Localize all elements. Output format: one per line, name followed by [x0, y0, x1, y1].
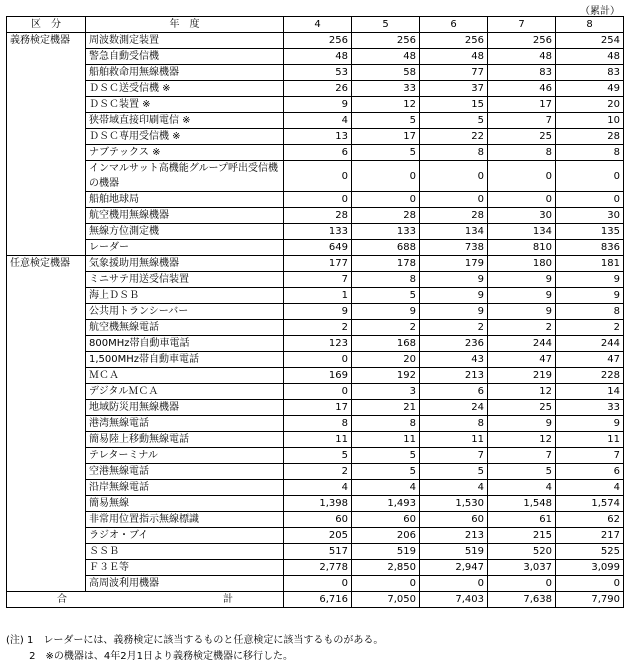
table-row [7, 192, 624, 208]
value-cell: 11 [556, 432, 624, 448]
item-label: 1,500MHz帯自動車電話 [86, 352, 284, 368]
item-label: Ｆ３Ｅ等 [86, 560, 284, 576]
total-label-right: 計 [223, 594, 233, 605]
value-cell: 178 [352, 256, 420, 272]
value-cell: 0 [488, 161, 556, 192]
total-value: 7,790 [556, 592, 624, 608]
value-cell: 2 [420, 320, 488, 336]
item-label: 船舶救命用無線機器 [86, 65, 284, 81]
item-label: 非常用位置指示無線標識 [86, 512, 284, 528]
table-row [7, 208, 624, 224]
total-value: 7,638 [488, 592, 556, 608]
value-cell: 20 [352, 352, 420, 368]
value-cell: 8 [420, 145, 488, 161]
value-cell: 133 [352, 224, 420, 240]
table-row [7, 145, 624, 161]
table-row [7, 224, 624, 240]
value-cell: 22 [420, 129, 488, 145]
item-label: 無線方位測定機 [86, 224, 284, 240]
value-cell: 12 [488, 384, 556, 400]
value-cell: 1,530 [420, 496, 488, 512]
value-cell: 4 [284, 113, 352, 129]
item-label: 公共用トランシーバー [86, 304, 284, 320]
total-row [7, 592, 624, 608]
table-row [7, 33, 624, 49]
value-cell: 4 [352, 480, 420, 496]
total-value: 6,716 [284, 592, 352, 608]
item-label: 800MHz帯自動車電話 [86, 336, 284, 352]
value-cell: 30 [556, 208, 624, 224]
value-cell: 256 [420, 33, 488, 49]
value-cell: 213 [420, 368, 488, 384]
header-category: 区 分 [7, 17, 86, 33]
value-cell: 2,850 [352, 560, 420, 576]
value-cell: 520 [488, 544, 556, 560]
table-row [7, 320, 624, 336]
value-cell: 525 [556, 544, 624, 560]
item-label: 周波数測定装置 [86, 33, 284, 49]
value-cell: 5 [352, 464, 420, 480]
value-cell: 5 [284, 448, 352, 464]
value-cell: 8 [556, 304, 624, 320]
value-cell: 7 [556, 448, 624, 464]
value-cell: 60 [352, 512, 420, 528]
value-cell: 15 [420, 97, 488, 113]
value-cell: 5 [420, 464, 488, 480]
value-cell: 3,099 [556, 560, 624, 576]
value-cell: 179 [420, 256, 488, 272]
value-cell: 4 [420, 480, 488, 496]
value-cell: 0 [284, 576, 352, 592]
item-label: 高周波利用機器 [86, 576, 284, 592]
value-cell: 62 [556, 512, 624, 528]
value-cell: 1,493 [352, 496, 420, 512]
category-cell: 任意検定機器 [7, 256, 86, 592]
footnotes [6, 633, 383, 665]
value-cell: 48 [488, 49, 556, 65]
value-cell: 20 [556, 97, 624, 113]
value-cell: 8 [284, 416, 352, 432]
table-row [7, 304, 624, 320]
value-cell: 9 [556, 272, 624, 288]
value-cell: 254 [556, 33, 624, 49]
value-cell: 4 [488, 480, 556, 496]
item-label: ＭＣＡ [86, 368, 284, 384]
value-cell: 1,398 [284, 496, 352, 512]
item-label: 航空機無線電話 [86, 320, 284, 336]
table-row [7, 400, 624, 416]
value-cell: 2 [284, 320, 352, 336]
value-cell: 49 [556, 81, 624, 97]
item-label: 港湾無線電話 [86, 416, 284, 432]
table-row [7, 240, 624, 256]
value-cell: 256 [352, 33, 420, 49]
item-label: ＤＳＣ専用受信機 ※ [86, 129, 284, 145]
value-cell: 9 [284, 304, 352, 320]
value-cell: 688 [352, 240, 420, 256]
value-cell: 8 [352, 272, 420, 288]
value-cell: 25 [488, 129, 556, 145]
value-cell: 47 [488, 352, 556, 368]
value-cell: 53 [284, 65, 352, 81]
unit-label: （累計） [580, 6, 620, 17]
value-cell: 180 [488, 256, 556, 272]
value-cell: 215 [488, 528, 556, 544]
table-row [7, 65, 624, 81]
table-row [7, 256, 624, 272]
table-row [7, 384, 624, 400]
value-cell: 12 [352, 97, 420, 113]
value-cell: 33 [352, 81, 420, 97]
value-cell: 0 [556, 192, 624, 208]
value-cell: 9 [556, 288, 624, 304]
value-cell: 83 [556, 65, 624, 81]
value-cell: 9 [488, 304, 556, 320]
value-cell: 3 [352, 384, 420, 400]
table-row [7, 97, 624, 113]
value-cell: 217 [556, 528, 624, 544]
value-cell: 28 [420, 208, 488, 224]
table-row [7, 544, 624, 560]
total-value: 7,403 [420, 592, 488, 608]
value-cell: 123 [284, 336, 352, 352]
item-label: 気象援助用無線機器 [86, 256, 284, 272]
value-cell: 2,947 [420, 560, 488, 576]
value-cell: 9 [420, 272, 488, 288]
value-cell: 8 [352, 416, 420, 432]
table-row [7, 288, 624, 304]
value-cell: 0 [352, 576, 420, 592]
value-cell: 836 [556, 240, 624, 256]
value-cell: 0 [488, 576, 556, 592]
item-label: ラジオ・ブイ [86, 528, 284, 544]
value-cell: 0 [420, 161, 488, 192]
value-cell: 17 [284, 400, 352, 416]
header-year-col: 8 [556, 17, 624, 33]
value-cell: 5 [352, 448, 420, 464]
value-cell: 7 [488, 448, 556, 464]
item-label: 狭帯域直接印刷電信 ※ [86, 113, 284, 129]
value-cell: 48 [352, 49, 420, 65]
value-cell: 17 [488, 97, 556, 113]
value-cell: 244 [488, 336, 556, 352]
value-cell: 9 [284, 97, 352, 113]
table-row [7, 464, 624, 480]
header-row [7, 17, 624, 33]
value-cell: 17 [352, 129, 420, 145]
value-cell: 0 [284, 384, 352, 400]
footnote-1: (注) 1 レーダーには、義務検定に該当するものと任意検定に該当するものがある。 [6, 635, 384, 646]
value-cell: 25 [488, 400, 556, 416]
value-cell: 517 [284, 544, 352, 560]
value-cell: 43 [420, 352, 488, 368]
value-cell: 26 [284, 81, 352, 97]
value-cell: 2 [352, 320, 420, 336]
value-cell: 0 [284, 192, 352, 208]
value-cell: 13 [284, 129, 352, 145]
value-cell: 205 [284, 528, 352, 544]
category-cell: 義務検定機器 [7, 33, 86, 256]
value-cell: 11 [284, 432, 352, 448]
value-cell: 2 [284, 464, 352, 480]
value-cell: 28 [352, 208, 420, 224]
item-label: 空港無線電話 [86, 464, 284, 480]
item-label: 警急自動受信機 [86, 49, 284, 65]
value-cell: 192 [352, 368, 420, 384]
table-row [7, 576, 624, 592]
value-cell: 2 [556, 320, 624, 336]
value-cell: 649 [284, 240, 352, 256]
value-cell: 30 [488, 208, 556, 224]
value-cell: 77 [420, 65, 488, 81]
value-cell: 9 [556, 416, 624, 432]
value-cell: 236 [420, 336, 488, 352]
value-cell: 4 [556, 480, 624, 496]
value-cell: 177 [284, 256, 352, 272]
value-cell: 33 [556, 400, 624, 416]
value-cell: 4 [284, 480, 352, 496]
value-cell: 213 [420, 528, 488, 544]
total-label-left: 合 [57, 594, 67, 605]
table-row [7, 336, 624, 352]
value-cell: 0 [420, 192, 488, 208]
value-cell: 244 [556, 336, 624, 352]
value-cell: 7 [420, 448, 488, 464]
value-cell: 169 [284, 368, 352, 384]
value-cell: 21 [352, 400, 420, 416]
value-cell: 7 [488, 113, 556, 129]
value-cell: 9 [352, 304, 420, 320]
value-cell: 2 [488, 320, 556, 336]
value-cell: 228 [556, 368, 624, 384]
value-cell: 181 [556, 256, 624, 272]
table-row [7, 496, 624, 512]
value-cell: 6 [556, 464, 624, 480]
value-cell: 0 [556, 576, 624, 592]
value-cell: 1,574 [556, 496, 624, 512]
value-cell: 12 [488, 432, 556, 448]
table-row [7, 272, 624, 288]
value-cell: 5 [420, 113, 488, 129]
value-cell: 60 [284, 512, 352, 528]
value-cell: 10 [556, 113, 624, 129]
value-cell: 206 [352, 528, 420, 544]
value-cell: 0 [284, 161, 352, 192]
header-year: 年 度 [86, 17, 284, 33]
header-year-col: 6 [420, 17, 488, 33]
value-cell: 48 [556, 49, 624, 65]
table-row [7, 368, 624, 384]
value-cell: 47 [556, 352, 624, 368]
value-cell: 58 [352, 65, 420, 81]
item-label: ＳＳＢ [86, 544, 284, 560]
table-row [7, 512, 624, 528]
value-cell: 6 [420, 384, 488, 400]
value-cell: 219 [488, 368, 556, 384]
item-label: 船舶地球局 [86, 192, 284, 208]
value-cell: 9 [488, 416, 556, 432]
value-cell: 6 [284, 145, 352, 161]
value-cell: 8 [556, 145, 624, 161]
value-cell: 14 [556, 384, 624, 400]
value-cell: 0 [420, 576, 488, 592]
value-cell: 11 [420, 432, 488, 448]
item-label: ナブテックス ※ [86, 145, 284, 161]
table-body [7, 33, 624, 592]
value-cell: 60 [420, 512, 488, 528]
item-label: テレターミナル [86, 448, 284, 464]
table-row [7, 352, 624, 368]
footnote-2: 2 ※の機器は、4年2月1日より義務検定機器に移行した。 [6, 651, 294, 662]
value-cell: 46 [488, 81, 556, 97]
item-label: ＤＳＣ送受信機 ※ [86, 81, 284, 97]
value-cell: 0 [284, 352, 352, 368]
value-cell: 134 [488, 224, 556, 240]
item-label: 簡易陸上移動無線電話 [86, 432, 284, 448]
value-cell: 0 [352, 192, 420, 208]
item-label: 沿岸無線電話 [86, 480, 284, 496]
item-label: 地域防災用無線機器 [86, 400, 284, 416]
value-cell: 5 [352, 113, 420, 129]
value-cell: 28 [284, 208, 352, 224]
table-row [7, 432, 624, 448]
table-row [7, 113, 624, 129]
item-label: 海上ＤＳＢ [86, 288, 284, 304]
total-value: 7,050 [352, 592, 420, 608]
value-cell: 9 [488, 288, 556, 304]
item-label: 航空機用無線機器 [86, 208, 284, 224]
table-row [7, 161, 624, 192]
value-cell: 135 [556, 224, 624, 240]
value-cell: 168 [352, 336, 420, 352]
value-cell: 83 [488, 65, 556, 81]
value-cell: 61 [488, 512, 556, 528]
value-cell: 519 [352, 544, 420, 560]
header-year-col: 5 [352, 17, 420, 33]
value-cell: 28 [556, 129, 624, 145]
item-label: レーダー [86, 240, 284, 256]
value-cell: 9 [420, 304, 488, 320]
value-cell: 5 [352, 145, 420, 161]
item-label: インマルサット高機能グループ呼出受信機の機器 [86, 161, 284, 192]
table-row [7, 129, 624, 145]
total-label-cell [7, 592, 284, 608]
value-cell: 48 [420, 49, 488, 65]
item-label: デジタルＭＣＡ [86, 384, 284, 400]
table-row [7, 49, 624, 65]
table-row [7, 528, 624, 544]
value-cell: 1,548 [488, 496, 556, 512]
value-cell: 0 [488, 192, 556, 208]
value-cell: 9 [420, 288, 488, 304]
value-cell: 7 [284, 272, 352, 288]
value-cell: 256 [284, 33, 352, 49]
value-cell: 810 [488, 240, 556, 256]
value-cell: 134 [420, 224, 488, 240]
header-year-col: 7 [488, 17, 556, 33]
value-cell: 8 [488, 145, 556, 161]
value-cell: 738 [420, 240, 488, 256]
table-row [7, 480, 624, 496]
value-cell: 8 [420, 416, 488, 432]
value-cell: 133 [284, 224, 352, 240]
table-row [7, 81, 624, 97]
value-cell: 0 [556, 161, 624, 192]
value-cell: 9 [488, 272, 556, 288]
value-cell: 3,037 [488, 560, 556, 576]
value-cell: 256 [488, 33, 556, 49]
value-cell: 48 [284, 49, 352, 65]
item-label: 簡易無線 [86, 496, 284, 512]
table-row [7, 416, 624, 432]
value-cell: 37 [420, 81, 488, 97]
table-row [7, 448, 624, 464]
value-cell: 5 [488, 464, 556, 480]
item-label: ＤＳＣ装置 ※ [86, 97, 284, 113]
value-cell: 0 [352, 161, 420, 192]
value-cell: 2,778 [284, 560, 352, 576]
value-cell: 519 [420, 544, 488, 560]
value-cell: 24 [420, 400, 488, 416]
item-label: ミニサテ用送受信装置 [86, 272, 284, 288]
header-year-col: 4 [284, 17, 352, 33]
value-cell: 11 [352, 432, 420, 448]
value-cell: 1 [284, 288, 352, 304]
certification-table [6, 16, 624, 608]
value-cell: 5 [352, 288, 420, 304]
table-row [7, 560, 624, 576]
